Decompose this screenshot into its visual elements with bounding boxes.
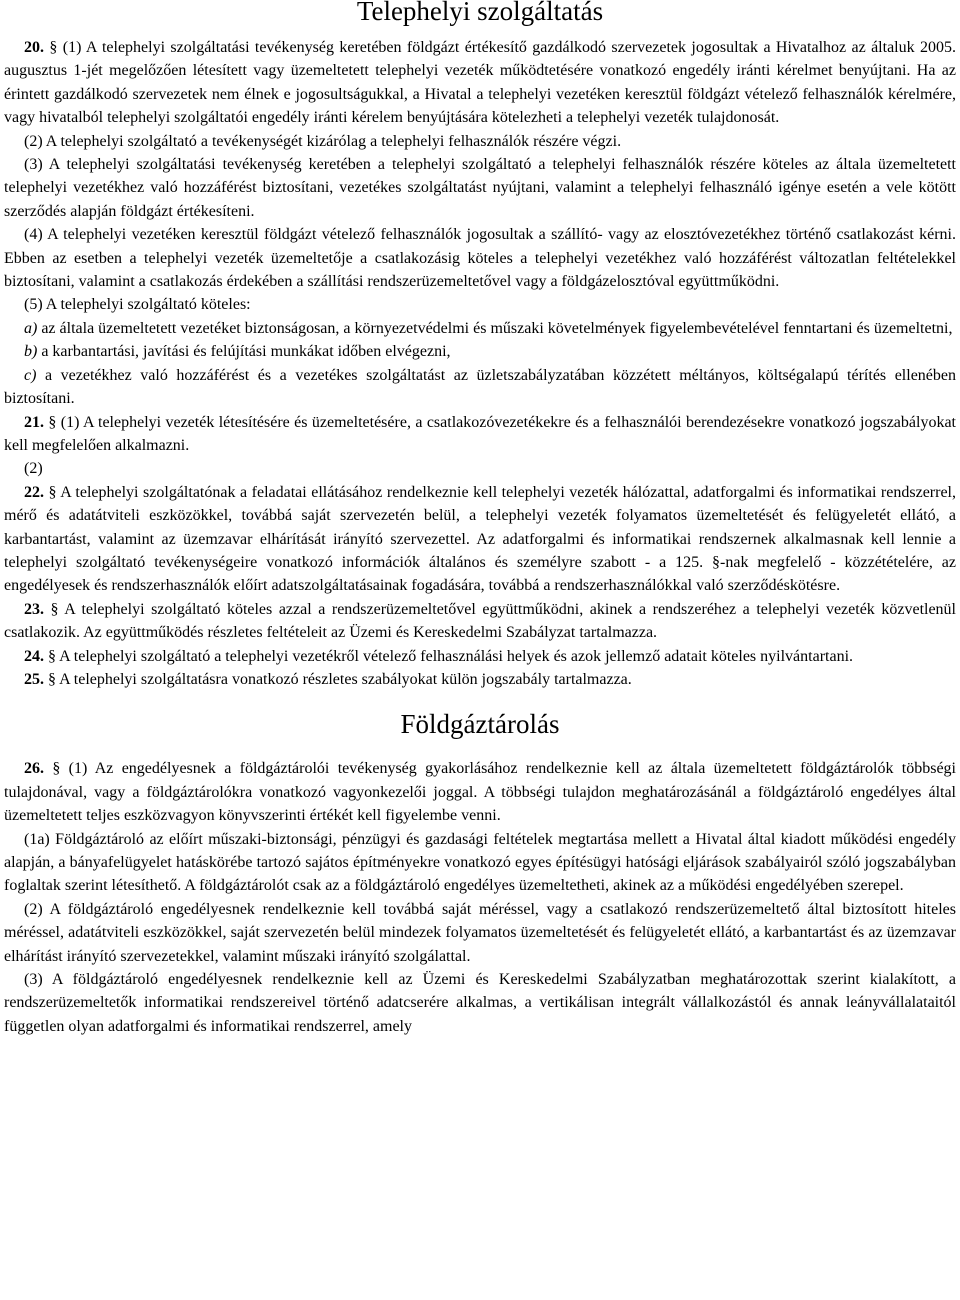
section-number: 23. [24,600,44,618]
paragraph [4,364,956,411]
paragraph-text: (5) A telephelyi szolgáltató köteles: [24,296,251,314]
paragraph-text: az általa üzemeltetett vezetéket biztonságosan, a környezetvédelmi és műszaki követelmények figyelembevételével fenntartani és üzemeltetni, [37,319,953,337]
paragraph-text: (3) A földgáztároló engedélyesnek rendelkeznie kell az Üzemi és Kereskedelmi Szabályzatban meghatározottak szerint kialakított, a rendszerüzemeltetők informatikai rendszereivel történő adatcserére alkalmas, a vertikálisan integrált vállalkozástól és annak leányvállalataitól független olyan adatforgalmi és informatikai rendszerrel, amely [4,971,956,1035]
list-marker: c) [24,366,37,384]
section-title-foldgaztarolas: Földgáztárolás [400,709,560,740]
paragraph-text: § A telephelyi szolgáltató a telephelyi vezetékről vételező felhasználási helyek és azok jellemző adatait köteles nyilvántartani. [44,647,854,665]
section-number: 25. [24,670,44,688]
paragraph [4,130,956,153]
list-marker: b) [24,343,38,361]
paragraph [4,481,956,598]
paragraph-text: § (1) Az engedélyesnek a földgáztárolói tevékenység gyakorlásához rendelkeznie kell az általa üzemeltetett földgáztárolók többségi tulajdonával, vagy a földgáztárolókra vonatkozó vagyonkezelői joggal. A többségi tulajdon meghatározásánál a földgáztároló engedélyes által üzemeltetett teljes eszközvagyon könyvszerinti értékét kell figyelembe venni. [4,760,956,825]
paragraph [4,36,956,130]
paragraph [4,598,956,645]
paragraph-text: a karbantartási, javítási és felújítási munkákat időben elvégezni, [37,343,451,361]
paragraph [4,223,956,293]
paragraph-text: § A telephelyi szolgáltatónak a feladatai ellátásához rendelkeznie kell telephelyi vezeték hálózattal, adatforgalmi és informatikai rendszerrel, mérő és adatátviteli eszközökkel, továbbá saját szervezetén belül, a telephelyi vezeték folyamatos üzemeltetését és felügyeletét ellátó, a karbantartást, valamint az üzemzavar elhárítását irányító szervezettel. Az adatforgalmi és informatikai rendszernek alkalmasnak kell lennie a telephelyi szolgáltató tevékenységeire vonatkozó információk általános és személyre szabott - a 125. §-nak megfelelő - közzétételére, az engedélyesek és rendszerhasználók előírt adatszolgáltatásainak fogadására, továbbá a rendszerhasználókkal való szerződéskötésre. [4,483,956,595]
paragraph [4,153,956,223]
section-body-telephelyi [4,36,956,691]
paragraph-text: § (1) A telephelyi vezeték létesítésére és üzemeltetésére, a csatlakozóvezetékekre és a felhasználói berendezésekre vonatkozó jogszabályokat kell megfelelően alkalmazni. [4,413,956,454]
paragraph [4,645,956,668]
section-number: 22. [24,483,44,501]
paragraph [4,898,956,968]
paragraph-text: (4) A telephelyi vezetéken keresztül földgázt vételező felhasználók jogosultak a szállító- vagy az elosztóvezetékhez történő csatlakozást kérni. Ebben az esetben a telephelyi vezeték üzemeltetője a csatlakozásig köteles a telephelyi vezetékhez való hozzáférést változatlan feltételekkel biztosítani, valamint a csatlakozás érdekében a szállítási rendszerüzemeltetővel vagy a földgázelosztóval együttműködni. [4,226,956,291]
section-number: 24. [24,647,44,665]
paragraph-text: (3) A telephelyi szolgáltatási tevékenység keretében a telephelyi szolgáltató a telephelyi felhasználók részére köteles az általa üzemeltetett telephelyi vezetékhez való hozzáférést biztosítani, vezetékes szolgáltatást nyújtani, valamint a telephelyi felhasználó igénye esetén a vele kötött szerződés alapján földgázt értékesíteni. [4,156,956,220]
paragraph [4,757,956,827]
paragraph [4,457,956,480]
paragraph-text: § A telephelyi szolgáltató köteles azzal a rendszerüzemeltetővel együttműködni, akinek a rendszeréhez a telephelyi vezeték közvetlenül csatlakozik. Az együttműködés részletes feltételeit az Üzemi és Kereskedelmi Szabályzat tartalmazza. [4,600,956,642]
paragraph-text: § (1) A telephelyi szolgáltatási tevékenység keretében földgázt értékesítő gazdálkodó szervezetek jogosultak a Hivatalhoz az általuk 2005. augusztus 1-jét megelőzően létesített vagy üzemeltetett telephelyi vezeték működtetésére vonatkozó engedély iránti kérelmet benyújtani. Ha az érintett gazdálkodó szervezetek nem élnek e jogosultságukkal, a Hivatal a telephelyi vezetéken keresztül földgázt vételező felhasználók kérelmére, vagy hivatalból telephelyi szolgáltatói engedély iránti kérelem benyújtására kötelezheti a telephelyi vezeték tulajdonosát. [4,39,956,127]
paragraph [4,317,956,340]
section-number: 26. [24,760,44,778]
paragraph [4,411,956,458]
list-marker: a) [24,319,38,337]
paragraph-text: § A telephelyi szolgáltatásra vonatkozó részletes szabályokat külön jogszabály tartalmazza. [44,670,632,688]
paragraph-text: (1a) Földgáztároló az előírt műszaki-biztonsági, pénzügyi és gazdasági feltételek megtartása mellett a Hivatal által kiadott működési engedély alapján, a bányafelügyelet hatáskörébe tartozó sajátos építményekre vonatkozó egyes építésügyi hatósági eljárások szabályairól szóló jogszabályban foglaltak szerint létesíthető. A földgáztárolót csak az a földgáztároló engedélyes üzemeltetheti, akinek az a működési engedélyében szerepel. [4,830,956,895]
paragraph-text: (2) [24,460,43,478]
section-number: 21. [24,413,44,431]
section-title-telephelyi: Telephelyi szolgáltatás [356,0,604,26]
paragraph [4,293,956,316]
paragraph-text: (2) A telephelyi szolgáltató a tevékenységét kizárólag a telephelyi felhasználók részére végzi. [24,132,622,150]
section-number: 20. [24,39,44,56]
paragraph [4,968,956,1038]
paragraph [4,668,956,691]
section-body-foldgaztarolas [4,757,956,1038]
paragraph-text: (2) A földgáztároló engedélyesnek rendelkeznie kell továbbá saját méréssel, vagy a csatlakozó rendszerüzemeltető által biztosított hiteles méréssel, adatátviteli eszközökkel, saját szervezetén belül mindezek folyamatos üzemeltetését és felügyeletét ellátó, a karbantartást és az üzemzavar elhárítást irányító szervezetekkel, valamint műszaki irányító szolgálattal. [4,900,956,965]
paragraph [4,340,956,363]
paragraph-text: a vezetékhez való hozzáférést és a vezetékes szolgáltatást az üzletszabályzatában közzétett méltányos, költségalapú térítés ellenében biztosítani. [4,366,956,408]
paragraph [4,828,956,898]
